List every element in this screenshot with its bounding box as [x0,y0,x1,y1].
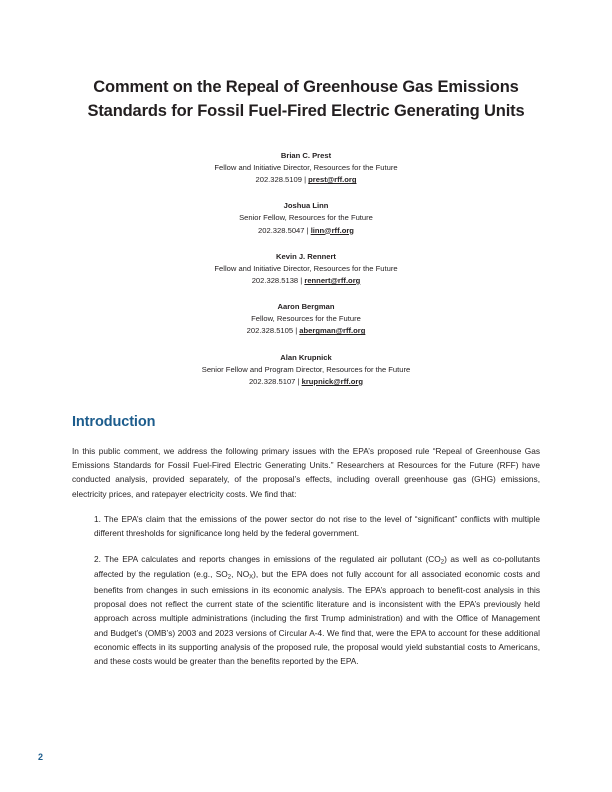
author-list [72,150,540,388]
author-email-link[interactable]: rennert@rff.org [304,275,361,285]
list-item: 1. The EPA’s claim that the emissions of the power sector do not rise to the level of “significant” conflicts with multiple different thresholds for significance long held by the federal government. [94,514,540,539]
author-email-link[interactable]: abergman@rff.org [299,326,366,336]
author-entry [72,150,540,186]
author-role: Senior Fellow and Program Director, Resources for the Future [201,364,411,374]
author-entry [72,301,540,337]
author-role: Fellow and Initiative Director, Resources for the Future [214,162,398,172]
author-phone: 202.328.5047 [258,225,305,235]
author-role: Senior Fellow, Resources for the Future [239,213,373,223]
page-title: Comment on the Repeal of Greenhouse Gas Emissions Standards for Fossil Fuel-Fired Electric Generating Units [87,78,525,120]
author-contact [72,174,540,186]
author-contact [72,275,540,287]
list-item [72,552,540,669]
author-name: Kevin J. Rennert [276,251,336,261]
page-number: 2 [38,752,44,762]
author-phone: 202.328.5109 [255,175,302,185]
author-contact [72,225,540,237]
contact-separator: | [301,175,309,185]
contact-separator: | [304,225,311,235]
item-text-part: ), but the EPA does not fully account for all associated economic costs and benefits from changes in such emissions in its economic analysis. The EPA’s approach to benefit-cost analysis in this proposal does not reflect the current state of the scientific literature and is inconsistent with the EPA’s previously held approach across multiple administrations (including the first Trump administration) and with the Office of Management and Budget’s (OMB’s) 2003 and 2023 versions of Circular A-4. We find that, were the EPA to account for these additional economic effects in its supporting analysis of the proposed rule, the proposal would yield substantial costs to Americans, and these costs would be greater than the benefits reported by the EPA. [94,569,541,667]
author-role: Fellow, Resources for the Future [251,314,361,324]
author-email-link[interactable]: linn@rff.org [310,225,354,235]
item-text-part: 2. The EPA calculates and reports changes in emissions of the regulated air pollutant (CO [94,553,441,564]
author-name: Brian C. Prest [280,150,332,160]
author-entry [72,251,540,287]
author-entry [72,200,540,236]
author-name: Joshua Linn [283,201,329,211]
subscript-2: 2 [227,574,232,581]
contact-separator: | [295,376,302,386]
item-text-part: , NO [231,569,250,580]
author-name: Aaron Bergman [277,302,335,312]
author-entry [72,352,540,388]
author-email-link[interactable]: prest@rff.org [308,175,357,185]
author-contact [72,376,540,388]
introduction-paragraph: In this public comment, we address the following primary issues with the EPA’s proposed rule “Repeal of Greenhouse Gas Emissions Standards for Fossil Fuel-Fired Electric Generating Units.” Researchers at Resources for the Future (RFF) have conducted analysis, provided separately, of the proposal’s effects, including overall greenhouse gas (GHG) emissions, electricity prices, and ratepayer electricity costs. We find that: [72,445,540,499]
subscript-x: X [249,574,254,581]
author-email-link[interactable]: krupnick@rff.org [301,376,364,386]
section-heading-introduction: Introduction [72,413,156,430]
author-phone: 202.328.5107 [248,376,296,386]
author-contact [72,325,540,337]
item-text-part: ) as well as co-pollutants affected by the regulation (e.g., SO [94,553,540,580]
author-name: Alan Krupnick [280,352,332,362]
contact-separator: | [293,326,300,336]
author-phone: 202.328.5105 [246,326,294,336]
contact-separator: | [298,275,305,285]
subscript-2: 2 [440,558,445,565]
author-phone: 202.328.5138 [251,275,299,285]
author-role: Fellow and Initiative Director, Resources for the Future [214,263,398,273]
